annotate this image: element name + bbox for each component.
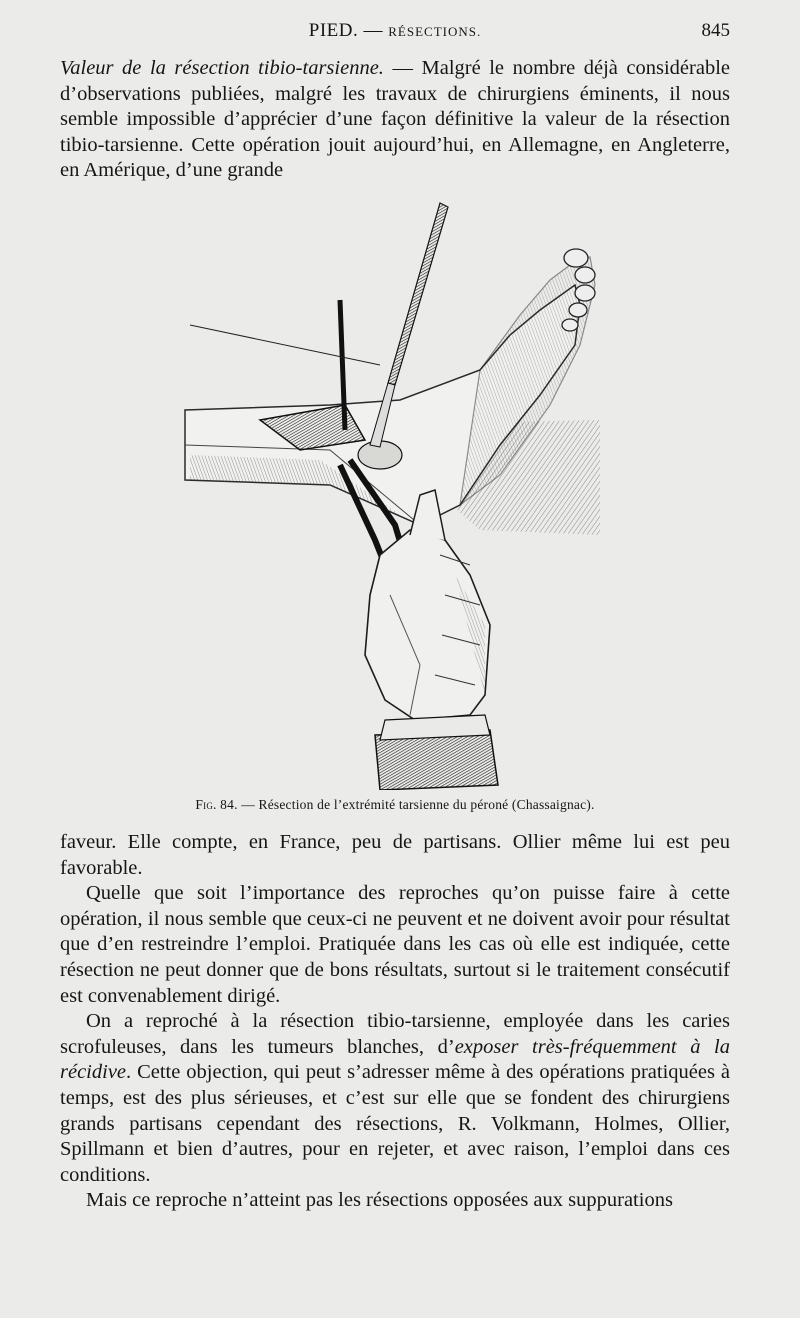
running-head-title bbox=[60, 20, 730, 42]
section-title: PIED. bbox=[308, 20, 359, 41]
engraving-foot-resection bbox=[180, 195, 620, 790]
header-dash: — bbox=[363, 20, 383, 41]
paragraph-valeur bbox=[60, 56, 730, 184]
paragraph-heading: Valeur de la résection tibio-tarsienne. bbox=[60, 57, 384, 79]
thread bbox=[190, 325, 380, 365]
recidive-text-start: On a reproché à la résection tibio-tarsienne, employée dans les caries scrofuleuses, dans les tumeurs blanches, d’ bbox=[60, 1010, 730, 1058]
paragraph-suppurations: Mais ce reproche n’atteint pas les résections opposées aux suppurations bbox=[86, 1189, 673, 1212]
paragraph-faveur: faveur. Elle compte, en France, peu de partisans. Ollier même lui est peu favorable. bbox=[60, 831, 730, 879]
paragraph-body: — Malgré le nombre déjà considérable d’observations publiées, malgré les travaux de chirurgiens éminents, il nous semble impossible d’apprécier d’une façon définitive la valeur de la résection tibio-tarsienne. Cette opération jouit aujourd’hui, en Allemagne, en Angleterre, en Amérique, d’une grande bbox=[60, 57, 730, 182]
surgical-illustration bbox=[180, 195, 620, 790]
page-number: 845 bbox=[701, 20, 730, 41]
text-block-bottom bbox=[60, 830, 730, 1214]
text-block-top bbox=[60, 56, 730, 184]
running-head bbox=[60, 20, 730, 46]
figure-caption bbox=[60, 797, 730, 813]
subsection-title: RÉSECTIONS. bbox=[388, 24, 482, 39]
paragraph-recidive bbox=[60, 1009, 730, 1188]
paragraph-reproches: Quelle que soit l’importance des reproches qu’on puisse faire à cette opération, il nous semble que ceux-ci ne peuvent et ne doivent avoir pour résultat que d’en restreindre l’emploi. Pratiquée dans les cas où elle est indiquée, cette résection ne peut donner que de bons résultats, surtout si le traitement consécutif est convenablement dirigé. bbox=[60, 882, 730, 1007]
figure-caption-text: — Résection de l’extrémité tarsienne du péroné (Chassaignac). bbox=[241, 797, 595, 812]
scalpel bbox=[388, 203, 448, 385]
figure-number: Fig. 84. bbox=[195, 797, 238, 812]
recidive-italic: exposer très-fréquemment à la récidive bbox=[60, 1035, 730, 1084]
recidive-text-end: . Cette objection, qui peut s’adresser même à des opérations pratiquées à temps, est des plus sérieuses, et c’est sur elle que se fondent des chirurgiens grands partisans cependant des résections, R. Volkmann, Holmes, Ollier, Spillmann et bien d’autres, pour en rejeter, et avec raison, l’emploi dans ces conditions. bbox=[60, 1061, 730, 1186]
